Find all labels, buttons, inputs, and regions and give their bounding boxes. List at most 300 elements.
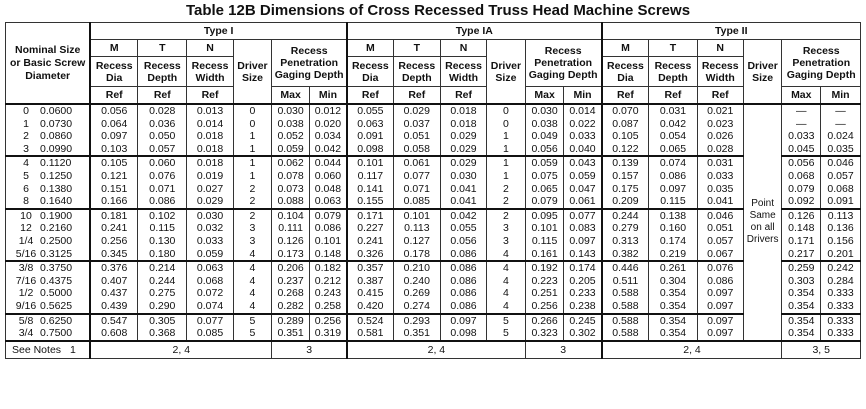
min-header: Min [564,87,602,105]
type-ii-pen-min: 0.046 [827,157,854,170]
type-ia-driver-size: 5 [503,327,509,340]
type-i-driver-size: 3 [249,222,256,235]
basic-diameter: 0.7500 [40,327,73,340]
min-header: Min [309,87,347,105]
max-header: Max [272,87,310,105]
type-ii-recess-dia: 0.279 [612,222,639,235]
type-i-recess-depth: 0.244 [149,274,176,287]
type-ia-pen-min: 0.014 [569,105,596,117]
type-ia-driver-size: 4 [503,287,509,300]
nominal-size-cell [6,104,91,156]
type-ii-recess-width: 0.086 [707,274,734,287]
type-ii-pen-min-cell [821,209,861,261]
t-header: T [649,40,697,57]
type-ia-recess-dia: 0.063 [357,117,384,130]
nominal-size-line [12,118,89,131]
type-ii-recess-width: 0.046 [707,209,734,222]
type-ii-recess-width: 0.026 [707,130,734,143]
type-i-pen-min-cell [309,261,347,313]
nominal-size-cell [6,261,91,313]
basic-diameter: 0.0860 [40,130,73,143]
table-body [6,104,861,341]
type-ia-driver-size: 2 [503,182,509,195]
type-ii-recess-width: 0.097 [707,287,734,300]
type-ia-recess-width: 0.097 [450,314,477,327]
type-i-recess-depth: 0.060 [149,157,176,170]
type-i-driver-size: 3 [249,234,256,247]
type-i-recess-dia: 0.439 [101,299,128,312]
size-label: 12 [20,222,32,235]
type-ii-recess-depth: 0.097 [659,182,687,195]
type-i-pen-max: 0.078 [277,169,304,182]
n-header: N [187,40,233,57]
nominal-size-line [12,157,89,170]
type-ii-pen-min-cell [821,314,861,341]
type-i-recess-width-cell [187,314,233,341]
type-ii-recess-dia-cell [602,261,649,313]
type-i-recess-width-cell [187,104,233,156]
type-i-recess-depth: 0.036 [149,117,176,130]
type-ia-recess-width: 0.086 [450,287,477,300]
type-ia-pen-max: 0.059 [531,157,558,170]
type-i-recess-depth: 0.290 [149,299,176,312]
type-i-pen-min: 0.212 [314,274,342,287]
type-ia-pen-max: 0.266 [531,314,558,327]
type-ia-pen-min: 0.033 [569,130,596,143]
size-label: 6 [23,182,29,195]
type-ia-recess-width: 0.029 [450,130,477,143]
type-ii-recess-width: 0.051 [707,222,734,235]
size-group-row [6,314,861,341]
basic-diameter: 0.0600 [40,105,73,117]
type-ia-recess-depth: 0.058 [403,142,430,155]
ref-header: Ref [347,87,393,105]
type-ia-header: Type IA [347,23,602,40]
type-i-pen-min: 0.243 [314,287,342,300]
type-ii-pen-min: 0.333 [827,327,854,340]
type-i-driver-size-cell [233,104,272,156]
type-ii-recess-depth: 0.160 [659,222,687,235]
recess-width-header: Recess Width [440,57,486,87]
type-ia-recess-width: 0.042 [450,209,477,222]
type-ia-pen-min: 0.043 [569,157,596,170]
type-ia-recess-depth: 0.113 [404,222,430,235]
type-ia-pen-max: 0.323 [531,327,558,340]
type-ia-pen-min: 0.233 [569,287,596,300]
type-ia-recess-depth: 0.351 [403,327,430,340]
notes-label: See Notes [12,343,62,356]
type-i-recess-width: 0.018 [196,157,224,170]
type-ii-recess-dia: 0.105 [612,130,639,143]
type-i-driver-size: 0 [249,117,256,130]
type-ii-recess-width: 0.028 [707,142,734,155]
type-ia-pen-max: 0.049 [531,130,558,143]
driver-note-text: Point Same on all Drivers [746,198,779,246]
type-ii-pen-min-cell [821,261,861,313]
notes-row [6,341,861,359]
type-i-pen-max: 0.088 [277,195,304,208]
type-i-pen-max: 0.030 [277,105,304,117]
type-i-pen-min: 0.063 [314,195,342,208]
type-ii-pen-min: 0.242 [827,262,854,275]
type-ia-pen-min: 0.022 [569,117,596,130]
type-ii-recess-dia: 0.157 [612,169,639,182]
type-ia-recess-depth: 0.061 [403,157,430,170]
type-i-recess-depth-cell [138,156,187,208]
type-i-recess-depth: 0.305 [149,314,176,327]
type-ia-pen-max: 0.056 [531,142,558,155]
type-ia-pen-min: 0.143 [569,247,596,260]
type-ia-recess-depth: 0.085 [403,195,430,208]
size-label: 1/4 [18,234,34,247]
nominal-size-line [12,105,89,118]
ref-header: Ref [90,87,137,105]
recess-depth-header: Recess Depth [649,57,697,87]
type-ia-recess-width: 0.029 [450,142,477,155]
type-ii-pen-max-cell [782,104,821,156]
type-i-driver-size: 1 [249,142,256,155]
type-i-recess-dia-cell [90,156,137,208]
type-ia-recess-width: 0.086 [450,262,477,275]
type-ia-pen-max-cell [525,261,564,313]
type-i-recess-dia: 0.166 [101,195,128,208]
type-ia-pen-max: 0.075 [531,169,558,182]
recess-width-header: Recess Width [697,57,743,87]
basic-diameter: 0.1120 [40,157,72,170]
type-ia-recess-depth: 0.071 [403,182,430,195]
type-ia-pen-max-cell [525,209,564,261]
t-header: T [138,40,187,57]
type-ii-pen-max: 0.354 [788,287,815,300]
type-ia-recess-width: 0.086 [450,247,477,260]
type-ii-recess-depth: 0.042 [659,117,687,130]
type-ii-pen-max: — [796,105,807,117]
type-ii-recess-width: 0.021 [707,105,734,117]
driver-size-header: Driver Size [743,40,782,105]
type-ii-recess-width-cell [697,104,743,156]
type-ia-pen-min: 0.040 [569,142,596,155]
type-ia-recess-width: 0.030 [450,169,477,182]
type-ii-pen-min: 0.333 [827,299,854,312]
type-ia-recess-dia-cell [347,209,393,261]
type-ia-recess-dia: 0.581 [357,327,384,340]
type-ii-recess-depth: 0.354 [659,287,687,300]
type-ia-recess-depth: 0.210 [403,262,430,275]
type-ii-recess-depth: 0.115 [660,195,686,208]
type-ii-recess-width-cell [697,314,743,341]
type-i-recess-width: 0.059 [196,247,224,260]
type-ia-pen-max: 0.115 [531,234,558,247]
type-ii-recess-depth: 0.086 [659,169,687,182]
type-ii-pen-max: 0.056 [788,157,815,170]
type-ii-pen-min: 0.091 [827,195,854,208]
type-ia-pen-min: 0.061 [569,195,596,208]
size-label: 4 [23,157,29,170]
type-ia-driver-size: 1 [503,157,509,170]
type-ia-pen-min: 0.245 [569,314,596,327]
type-ia-recess-depth-cell [393,261,440,313]
type-ii-recess-width: 0.023 [707,117,734,130]
type-ii-recess-width: 0.097 [707,314,734,327]
type-ii-recess-dia: 0.588 [612,314,639,327]
type-i-recess-dia: 0.121 [101,169,128,182]
type-i-pen-max: 0.206 [277,262,304,275]
type-ia-recess-dia-cell [347,261,393,313]
type-ia-recess-width: 0.056 [450,234,477,247]
type-ii-recess-dia-cell [602,209,649,261]
type-ii-recess-dia: 0.588 [612,287,639,300]
type-ii-recess-depth: 0.174 [659,234,687,247]
type-ia-driver-size: 4 [503,274,509,287]
type-ii-pen-max: 0.303 [788,274,815,287]
type-ii-pen-max: 0.354 [788,327,815,340]
type-ii-pen-min: 0.035 [827,142,854,155]
type-ii-pen-max-cell [782,314,821,341]
type-i-pen-min: 0.086 [314,222,342,235]
type-i-recess-dia: 0.064 [101,117,128,130]
type-i-recess-depth: 0.115 [149,222,176,235]
type-i-driver-size-cell [233,156,272,208]
type-ii-pen-max: 0.354 [788,299,815,312]
type-ii-recess-depth: 0.219 [659,247,687,260]
type-ii-header: Type II [602,23,861,40]
type-ii-recess-depth: 0.354 [659,299,687,312]
type-ia-recess-depth-cell [393,209,440,261]
type-i-driver-size: 4 [249,299,256,312]
basic-diameter: 0.4375 [40,274,73,287]
type-ii-pen-max: 0.045 [788,142,815,155]
type-ii-pen-min: 0.333 [827,287,854,300]
type-i-recess-width: 0.019 [196,169,224,182]
type-ia-recess-dia-cell [347,156,393,208]
type-ia-driver-size: 0 [503,117,509,130]
type-ia-pen-min: 0.097 [569,234,596,247]
type-ia-pen-min: 0.174 [569,262,596,275]
type-ia-pen-max: 0.223 [531,274,558,287]
type-ia-recess-dia: 0.420 [357,299,384,312]
type-i-pen-max: 0.268 [277,287,304,300]
type-i-pen-max: 0.282 [277,299,304,312]
nominal-size-line [12,262,89,275]
type-ii-pen-min: 0.333 [827,314,854,327]
type-ii-pen-min: 0.024 [827,130,854,143]
type-ia-recess-width: 0.086 [450,299,477,312]
recess-penetration-header: Recess Penetration Gaging Depth [782,40,861,87]
type-ii-pen-max-cell [782,261,821,313]
type-i-driver-size: 1 [249,157,256,170]
type-i-driver-size: 4 [249,262,256,275]
type-ia-pen-max: 0.038 [531,117,558,130]
type-ia-recess-dia: 0.055 [357,105,384,117]
type-i-recess-dia: 0.105 [101,157,128,170]
type-ia-recess-width: 0.041 [450,195,477,208]
type-ia-recess-dia: 0.415 [357,287,384,300]
type-ii-pen-max: 0.217 [788,247,815,260]
type-ia-pen-max: 0.192 [531,262,558,275]
type-i-pen-min: 0.034 [314,130,342,143]
type-ii-recess-dia: 0.313 [612,234,639,247]
type-ii-pen-max: 0.079 [788,182,815,195]
basic-diameter: 0.3750 [40,262,73,275]
type-ii-pen-min: 0.284 [827,274,854,287]
notes-type-ii-dims: 2, 4 [602,341,782,359]
type-i-pen-max: 0.289 [277,314,304,327]
nominal-size-line [12,327,89,340]
type-i-pen-min: 0.044 [314,157,342,170]
basic-diameter: 0.5625 [40,299,73,312]
type-ii-pen-max-cell [782,209,821,261]
notes-label-cell [6,341,91,359]
dimensions-table [5,22,861,359]
type-ia-driver-size: 0 [503,105,509,117]
notes-type-i-pen: 3 [272,341,347,359]
type-ii-pen-max: 0.354 [788,314,815,327]
type-ia-driver-size: 4 [503,247,509,260]
recess-depth-header: Recess Depth [138,57,187,87]
notes-nominal: 1 [69,343,76,356]
type-ii-pen-min: — [835,117,846,130]
type-i-recess-dia: 0.407 [101,274,128,287]
nominal-size-line [12,130,89,143]
type-i-pen-min: 0.182 [314,262,342,275]
type-ii-pen-max: 0.068 [788,169,815,182]
type-i-pen-max-cell [272,261,310,313]
type-i-recess-width: 0.018 [196,142,224,155]
size-label: 1/2 [18,287,34,300]
type-i-pen-max: 0.237 [277,274,304,287]
type-i-recess-dia: 0.376 [101,262,128,275]
type-ia-driver-size-cell [487,209,526,261]
type-ii-recess-dia: 0.070 [612,105,639,117]
size-label: 5/8 [18,314,34,327]
m-header: M [90,40,137,57]
size-group-row [6,261,861,313]
basic-diameter: 0.1250 [40,169,73,182]
type-i-recess-dia: 0.103 [101,142,128,155]
type-i-driver-size: 2 [249,195,256,208]
type-ia-recess-dia: 0.171 [357,209,384,222]
type-i-pen-min: 0.060 [314,169,342,182]
type-ii-recess-depth: 0.138 [659,209,687,222]
type-i-driver-size-cell [233,261,272,313]
type-i-recess-depth: 0.028 [149,105,176,117]
type-i-recess-dia: 0.547 [101,314,128,327]
driver-size-header: Driver Size [487,40,526,105]
type-i-driver-size: 4 [249,287,256,300]
type-i-pen-max-cell [272,104,310,156]
type-ii-pen-max: 0.092 [788,195,815,208]
type-i-pen-max: 0.052 [277,130,304,143]
basic-diameter: 0.2500 [40,234,73,247]
type-ia-recess-width-cell [440,261,486,313]
size-label: 9/16 [15,299,37,312]
type-ia-recess-depth-cell [393,104,440,156]
type-ii-recess-width: 0.033 [707,169,734,182]
type-ia-pen-max: 0.079 [531,195,558,208]
type-i-pen-min: 0.020 [314,117,342,130]
type-ia-driver-size: 1 [503,130,509,143]
type-i-recess-width-cell [187,261,233,313]
type-i-driver-size: 4 [249,274,256,287]
type-i-pen-max: 0.038 [277,117,304,130]
type-i-pen-min: 0.319 [314,327,342,340]
recess-dia-header: Recess Dia [90,57,137,87]
type-ia-recess-dia: 0.101 [357,157,384,170]
type-ii-driver-note [743,104,782,341]
type-ii-recess-depth: 0.354 [659,327,687,340]
type-ia-driver-size: 2 [503,209,509,222]
type-ii-pen-min-cell [821,104,861,156]
nominal-size-cell [6,209,91,261]
basic-diameter: 0.5000 [40,287,73,300]
type-ii-pen-min: 0.156 [827,234,854,247]
type-ii-pen-max: 0.126 [788,209,815,222]
type-i-driver-size: 1 [249,130,256,143]
basic-diameter: 0.6250 [40,314,73,327]
nominal-size-line [12,170,89,183]
max-header: Max [782,87,821,105]
min-header: Min [821,87,861,105]
type-ia-pen-max: 0.161 [531,247,558,260]
type-ia-recess-depth: 0.037 [403,117,430,130]
notes-type-i-dims: 2, 4 [90,341,271,359]
type-i-recess-depth-cell [138,104,187,156]
type-i-driver-size: 1 [249,169,256,182]
type-ii-recess-width: 0.097 [707,327,734,340]
type-i-recess-depth: 0.130 [149,234,176,247]
type-i-pen-min-cell [309,209,347,261]
type-ii-recess-dia-cell [602,104,649,156]
notes-type-ia-dims: 2, 4 [347,341,525,359]
type-ia-recess-width: 0.018 [450,117,477,130]
type-ia-pen-max: 0.251 [531,287,558,300]
m-header: M [602,40,649,57]
n-header: N [697,40,743,57]
type-ii-pen-min: 0.068 [827,182,854,195]
type-i-pen-max: 0.062 [277,157,304,170]
type-ia-recess-width: 0.055 [450,222,477,235]
type-ii-recess-width: 0.097 [707,299,734,312]
type-ia-pen-max: 0.256 [531,299,558,312]
type-i-recess-dia-cell [90,209,137,261]
type-ia-pen-min: 0.047 [569,182,596,195]
type-i-pen-max: 0.111 [278,222,303,235]
n-header: N [440,40,486,57]
table-header [6,23,861,105]
type-i-recess-depth-cell [138,209,187,261]
type-ia-pen-max-cell [525,156,564,208]
type-ii-recess-depth: 0.074 [659,157,687,170]
type-ii-pen-min: — [835,105,846,117]
type-i-recess-width: 0.018 [196,130,224,143]
type-ia-recess-dia: 0.227 [357,222,384,235]
size-label: 0 [23,105,29,117]
type-i-recess-width: 0.029 [196,195,224,208]
type-i-pen-min: 0.012 [314,105,342,117]
type-ia-driver-size: 2 [503,195,509,208]
type-ii-recess-width: 0.035 [707,182,734,195]
basic-diameter: 0.2160 [40,222,73,235]
type-ii-pen-min-cell [821,156,861,208]
type-i-recess-width: 0.027 [196,182,224,195]
type-ia-pen-min-cell [564,261,602,313]
type-i-pen-min-cell [309,104,347,156]
type-i-recess-dia: 0.256 [101,234,128,247]
type-ii-recess-dia: 0.588 [612,299,639,312]
type-i-pen-min: 0.101 [314,234,342,247]
table-title: Table 12B Dimensions of Cross Recessed Truss Head Machine Screws [185,2,691,19]
type-ia-recess-width: 0.098 [450,327,477,340]
